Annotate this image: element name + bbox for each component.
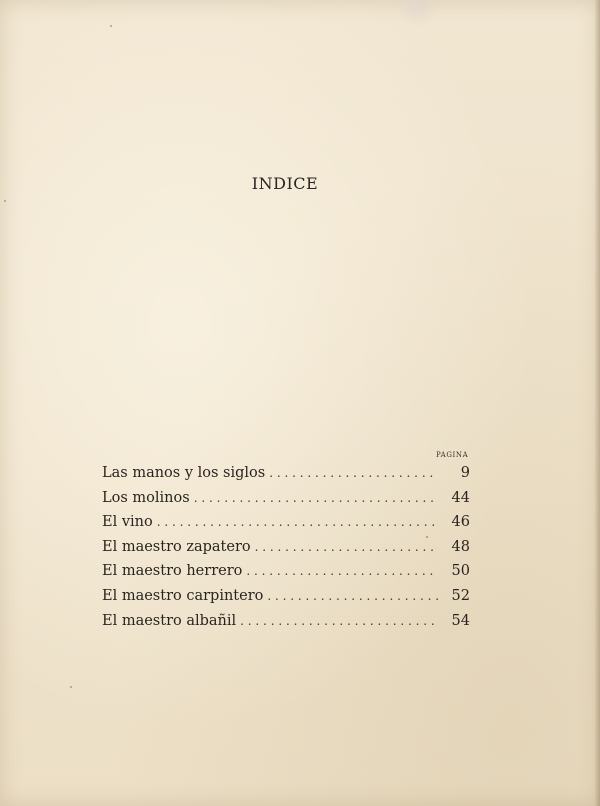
toc-entry-title: El vino <box>102 514 153 531</box>
dot-leader <box>240 609 438 634</box>
toc-entry-page: 50 <box>451 563 470 580</box>
toc-entry-title: Los molinos <box>102 489 190 506</box>
toc-entry-title: El maestro albañil <box>102 612 237 629</box>
dot-leader <box>194 486 438 511</box>
paper-speck <box>4 200 6 202</box>
toc-entry <box>102 510 470 535</box>
page-edge-shadow <box>594 0 600 806</box>
toc-entry-page: 9 <box>460 465 470 481</box>
toc-entry-page: 46 <box>451 514 470 531</box>
toc-entry-title: Las manos y los siglos <box>102 465 266 481</box>
toc-entry-page: 48 <box>451 538 470 555</box>
toc-entry <box>102 461 470 486</box>
toc-entry <box>102 584 470 609</box>
dot-leader <box>269 461 438 486</box>
toc-entry-page: 44 <box>451 489 470 506</box>
dot-leader <box>267 584 438 609</box>
toc-entry <box>102 609 470 634</box>
paper-speck <box>426 536 428 538</box>
toc-entry-page: 52 <box>451 587 470 604</box>
toc-entry-title: El maestro herrero <box>102 563 243 580</box>
table-of-contents <box>102 461 470 633</box>
toc-entry <box>102 535 470 560</box>
toc-entry-title: El maestro carpintero <box>102 587 264 604</box>
dot-leader <box>255 535 438 560</box>
toc-entry-page: 54 <box>451 612 470 629</box>
page-column-label: PAGINA <box>436 451 469 459</box>
dot-leader <box>157 510 438 535</box>
toc-entry <box>102 486 470 511</box>
toc-entry-title: El maestro zapatero <box>102 538 251 555</box>
dot-leader <box>246 559 438 584</box>
page-title: INDICE <box>251 174 319 193</box>
worn-corner <box>395 0 440 28</box>
toc-entry <box>102 559 470 584</box>
paper-speck <box>110 25 112 27</box>
paper-speck <box>70 686 72 688</box>
